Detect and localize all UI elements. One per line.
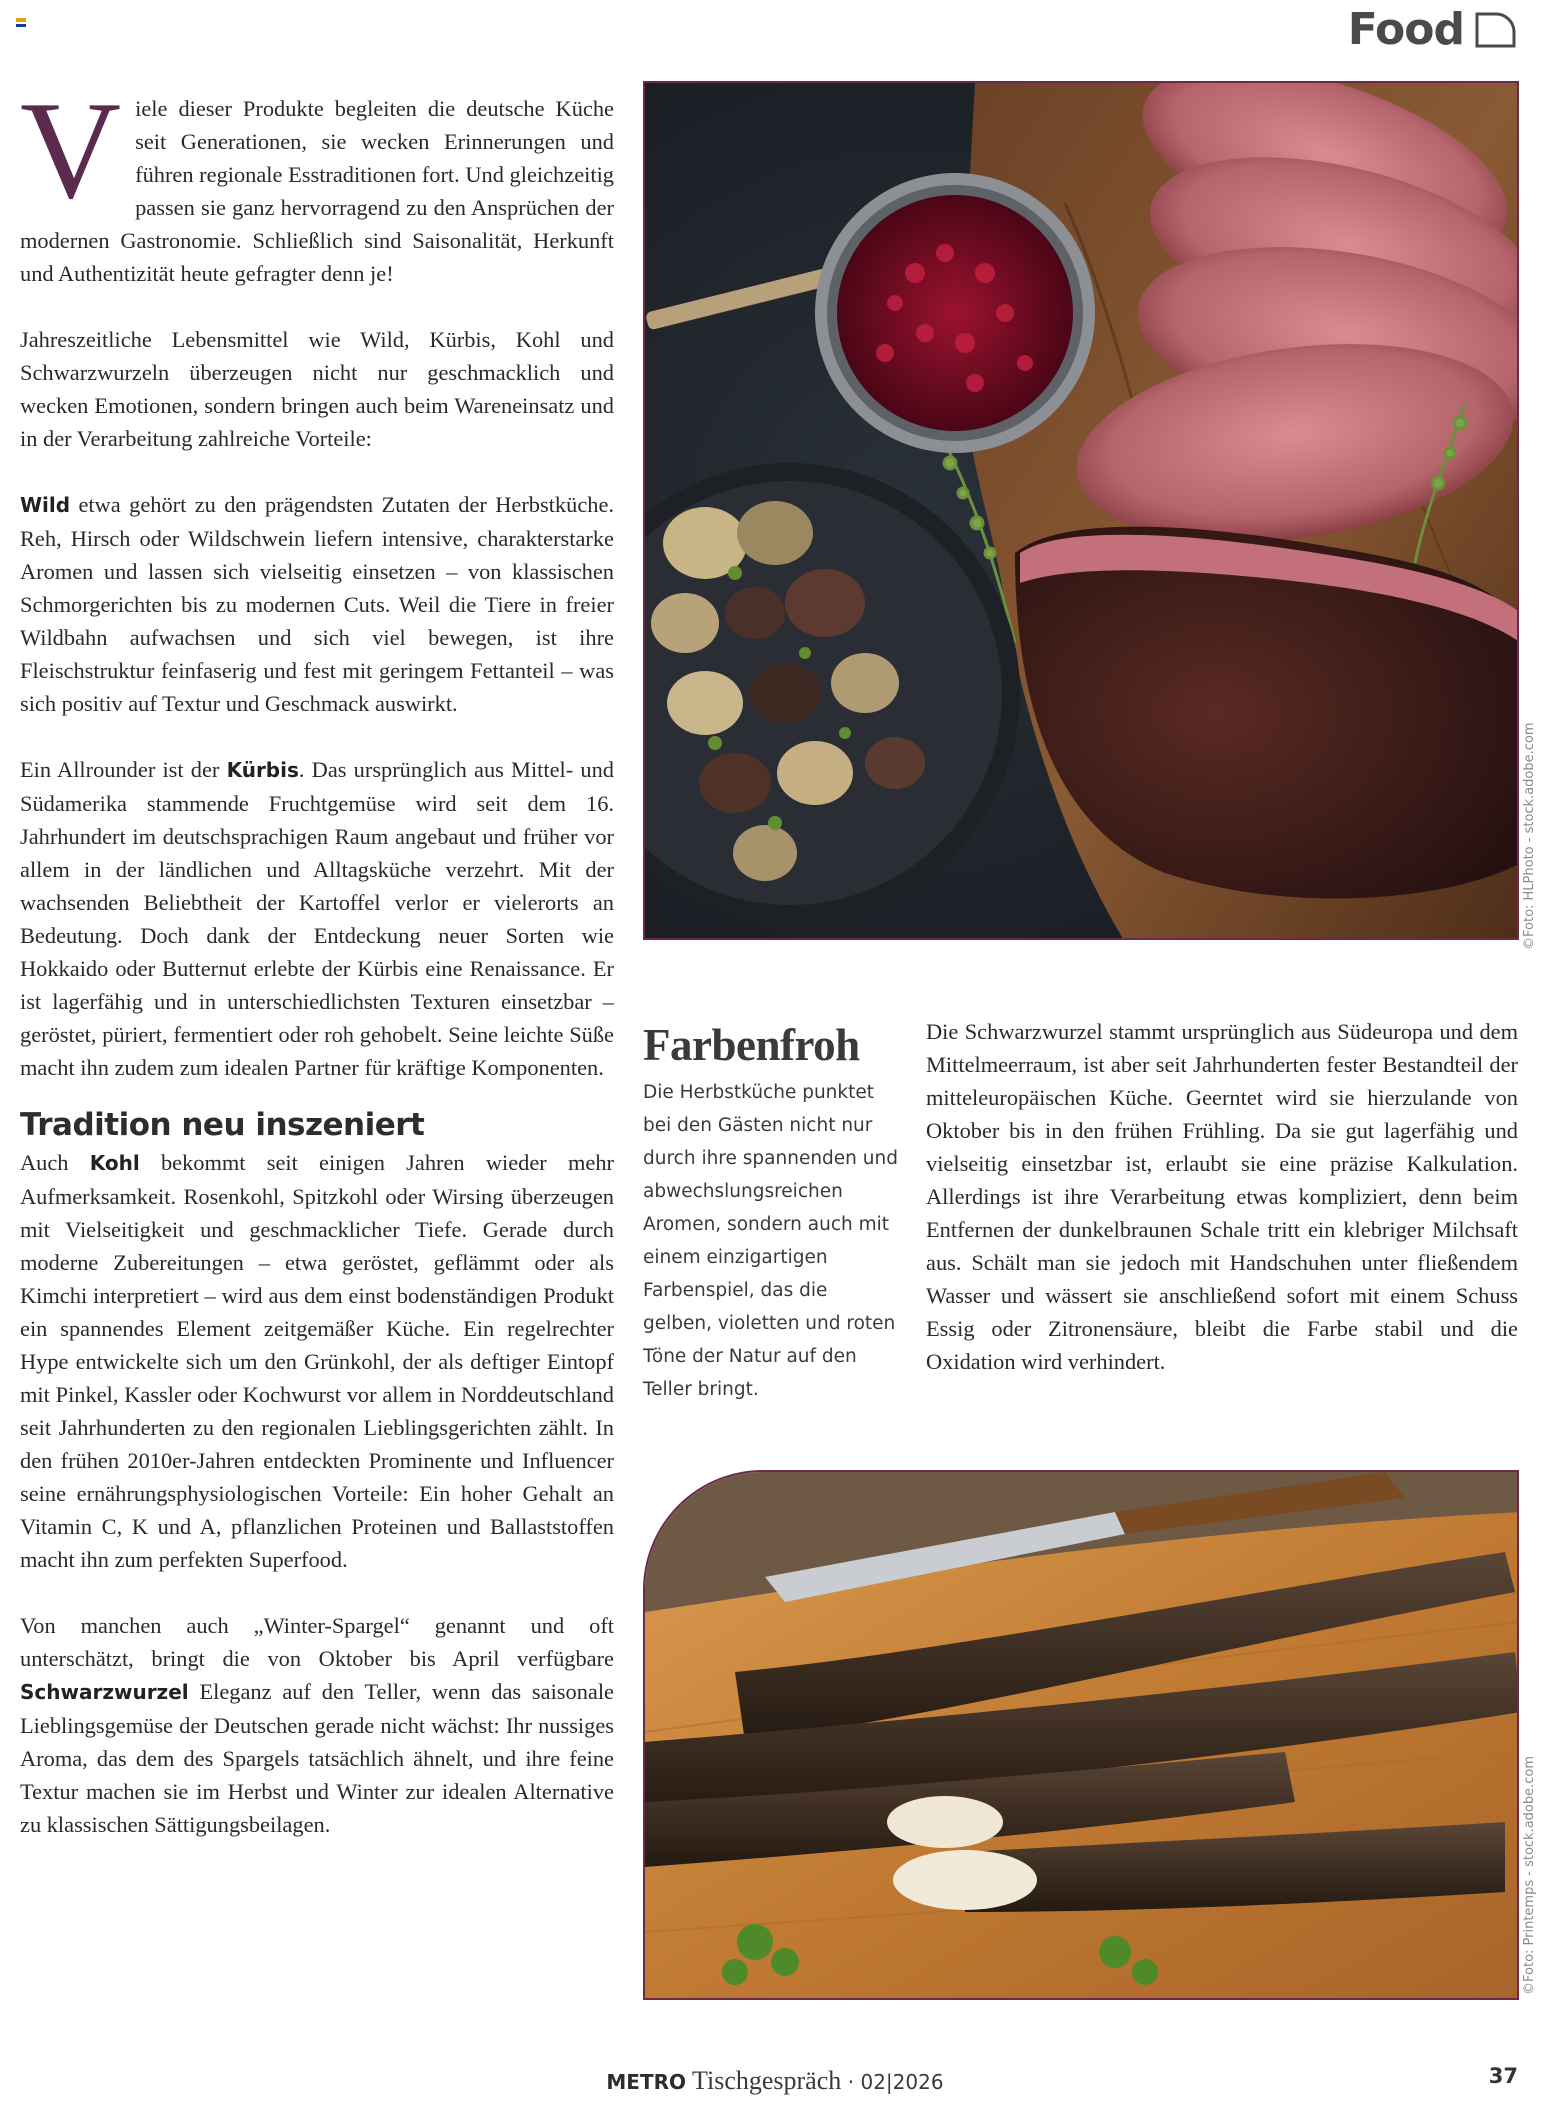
section-header xyxy=(1348,4,1518,55)
subheading: Tradition neu inszeniert xyxy=(20,1107,425,1143)
brand-name: METRO xyxy=(606,2070,687,2094)
main-article-column xyxy=(20,73,614,1841)
paragraph-wild: Wild etwa gehört zu den prägendsten Zutaten der Herbstküche. Reh, Hirsch oder Wildschwein liefern intensive, charakterstarke Aromen und lassen sich vielseitig einsetzen – von klassischen Schmorgerichten bis zu modernen Cuts. Weil die Tiere in freier Wildbahn aufwachsen und sich viel bewegen, ist ihre Fleischstruktur feinfaserig und fest mit geringem Fettanteil – was sich positiv auf Textur und Geschmack auswirkt. xyxy=(20,492,614,716)
keyword: Wild xyxy=(20,493,71,517)
paragraph-schwarzwurzel-detail: Die Schwarzwurzel stammt ursprünglich aus Südeuropa und dem Mittelmeerraum, ist aber seit Jahrhunderten fester Bestandteil der mitteleuropäischen Küche. Geerntet wird sie hierzulande von Oktober bis in den frühen Frühling. Da sie gut lagerfähig und vielseitig einsetzbar ist, erlaubt sie eine präzise Kalkulation. Allerdings ist ihre Verarbeitung etwas kompliziert, denn beim Entfernen der dunkelbraunen Schale tritt ein klebriger Milchsaft aus. Schält man sie jedoch mit Handschuhen unter fließendem Wasser und wässert sie anschließend sofort mit einem Schuss Essig oder Zitronensäure, bleibt die Farbe stabil und die Oxidation wird verhindert. xyxy=(926,1019,1518,1374)
salsify-illustration xyxy=(645,1472,1519,2000)
venison-roast-photo xyxy=(643,81,1519,940)
sidebar-box xyxy=(643,1020,901,1406)
corner-mark xyxy=(16,18,26,22)
salsify-photo xyxy=(643,1470,1519,2000)
page-footer xyxy=(0,2066,1550,2096)
magazine-name: Tischgespräch xyxy=(692,2066,842,2095)
paragraph-kohl: Auch Kohl bekommt seit einigen Jahren wieder mehr Aufmerksamkeit. Rosenkohl, Spitzkohl oder Wirsing überzeugen mit Vielseitigkeit und geschmacklicher Tiefe. Gerade durch moderne Zubereitungen – etwa geröstet, geflämmt oder als Kimchi interpretiert – wird aus dem einst bodenständigen Produkt ein spannendes Element zeitgemäßer Küche. Ein regelrechter Hype entwickelte sich um den Grünkohl, der als deftiger Eintopf mit Pinkel, Kassler oder Kochwurst vor allem in Norddeutschland seit Jahrhunderten zu den regionalen Lieblingsgerichten zählt. In den frühen 2010er-Jahren entdeckten Prominente und Influencer seine ernährungsphysiologischen Vorteile: Ein hoher Gehalt an Vitamin C, K und A, pflanzlichen Proteinen und Ballaststoffen macht ihn zum perfekten Superfood. xyxy=(20,1150,614,1572)
page-number: 37 xyxy=(1488,2064,1518,2088)
keyword: Kohl xyxy=(89,1151,140,1175)
paragraph: Jahreszeitliche Lebensmittel wie Wild, Kürbis, Kohl und Schwarzwurzeln überzeugen nicht nur geschmacklich und wecken Emotionen, sondern bringen auch beim Wareneinsatz und in der Verarbeitung zahlreiche Vorteile: xyxy=(20,327,614,451)
plate-icon xyxy=(1474,10,1518,50)
issue-number: · 02|2026 xyxy=(847,2070,944,2094)
photo-credit: ©Foto: HLPhoto - stock.adobe.com xyxy=(1522,722,1537,950)
paragraph-kuerbis: Ein Allrounder ist der Kürbis. Das ursprünglich aus Mittel- und Südamerika stammende Fruchtgemüse wird seit dem 16. Jahrhundert im deutschsprachigen Raum angebaut und früher vor allem in der ländlichen und Alltagsküche verzehrt. Mit der wachsenden Beliebtheit der Kartoffel verlor er vielerorts an Bedeutung. Doch dank der Entdeckung neuer Sorten wie Hokkaido oder Butternut erlebte der Kürbis eine Renaissance. Er ist lagerfähig und in unterschiedlichsten Texturen einsetzbar – geröstet, püriert, fermentiert oder roh gehobelt. Seine leichte Süße macht ihn zudem zum idealen Partner für kräftige Komponenten. xyxy=(20,757,614,1080)
sidebar-title: Farbenfroh xyxy=(643,1020,860,1070)
photo-credit: ©Foto: Printemps - stock.adobe.com xyxy=(1522,1755,1537,1995)
intro-paragraph: Viele dieser Produkte begleiten die deutsche Küche seit Generationen, sie wecken Erinnerungen und führen regionale Esstraditionen fort. Und gleichzeitig passen sie ganz hervorragend zu den Ansprüchen der modernen Gastronomie. Schließlich sind Saisonalität, Herkunft und Authentizität heute gefragter denn je! xyxy=(20,73,614,286)
sidebar-text: Die Herbstküche punktet bei den Gästen nicht nur durch ihre spannenden und abwechslungsreichen Aromen, sondern auch mit einem einzigartigen Farbenspiel, das die gelben, violetten und roten Töne der Natur auf den Teller bringt. xyxy=(643,1082,898,1400)
corner-mark xyxy=(16,24,26,27)
paragraph-schwarzwurzel: Von manchen auch „Winter-Spargel“ genannt und oft unterschätzt, bringt die von Oktober bis April verfügbare Schwarzwurzel Eleganz auf den Teller, wenn das saisonale Lieblingsgemüse der Deutschen gerade nicht wächst: Ihr nussiges Aroma, das dem des Spargels tatsächlich ähnelt, und ihre feine Textur machen sie im Herbst und Winter zur idealen Alternative zu klassischen Sättigungsbeilagen. xyxy=(20,1613,614,1837)
drop-cap: V xyxy=(20,73,122,228)
section-label: Food xyxy=(1347,4,1464,55)
right-text-column xyxy=(926,1015,1518,1378)
keyword: Kürbis xyxy=(226,758,299,782)
keyword: Schwarzwurzel xyxy=(20,1680,189,1704)
venison-illustration xyxy=(645,83,1519,940)
